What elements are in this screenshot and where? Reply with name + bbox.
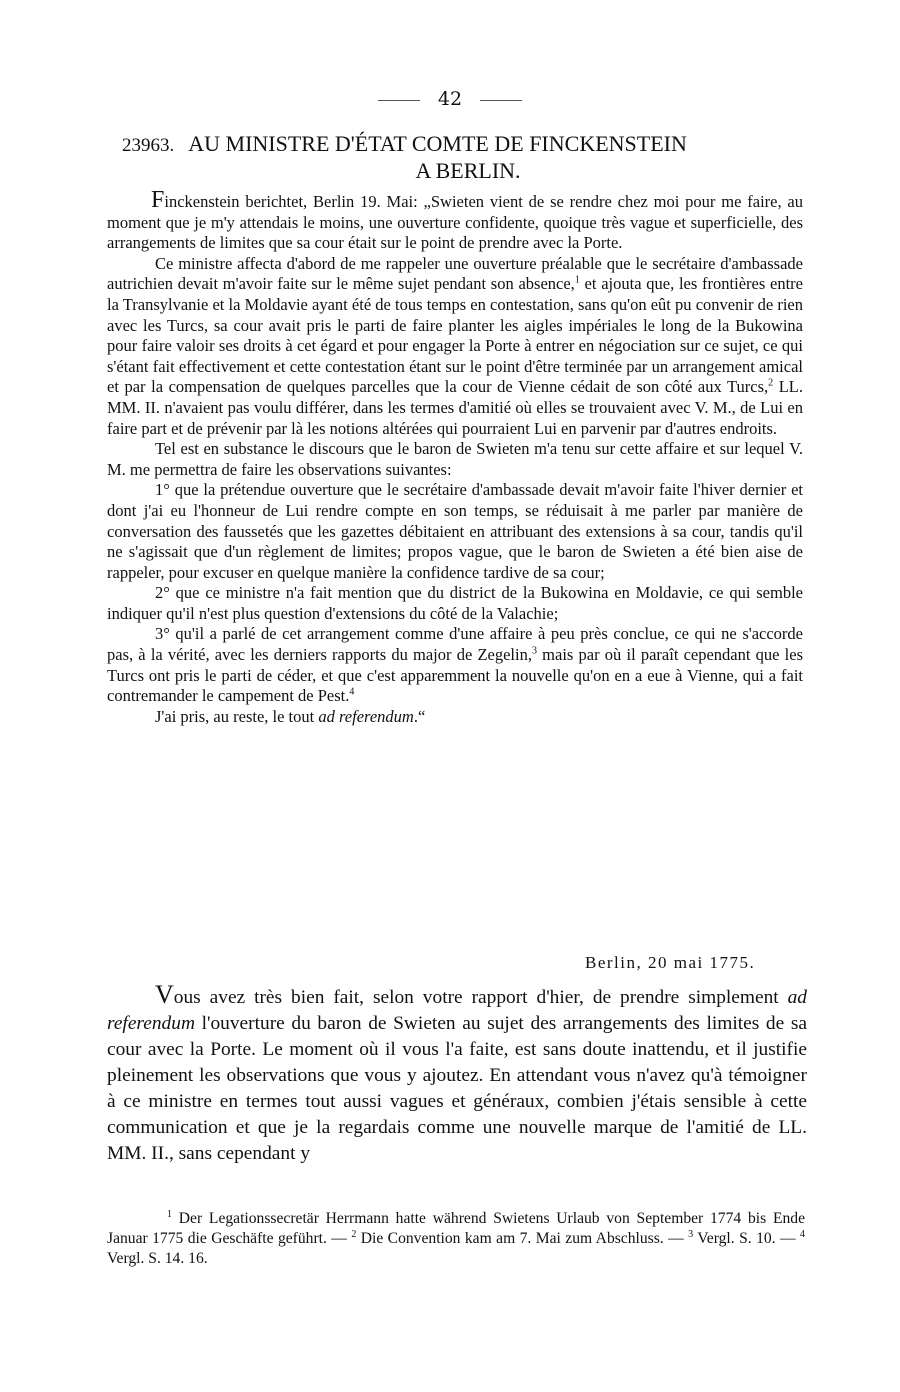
report-paragraph-7-italic: ad referendum <box>318 706 414 726</box>
footnote-4-text: Vergl. S. 14. 16. <box>107 1250 208 1267</box>
footnote-ref-3: 3 <box>531 645 537 657</box>
report-paragraph-1 <box>107 187 803 254</box>
footnote-4-marker: 4 <box>800 1228 805 1240</box>
footnote-2-marker: 2 <box>351 1228 357 1240</box>
report-paragraph-2-text-c: LL. MM. II. n'avaient pas voulu différer, dans les termes d'amitié où elles se trouvaient avec V. M., de Lui en faire part et de prévenir par là les notions altérées qui pourraient Lui en parvenir par d'autres endroits. <box>107 377 803 438</box>
document-heading <box>122 131 802 183</box>
report-paragraph-2 <box>107 254 803 439</box>
letter-paragraph <box>107 982 807 1167</box>
report-paragraph-3: Tel est en substance le discours que le baron de Swieten m'a tenu sur cette affaire et sur lequel V. M. me permettra de faire les observations suivantes: <box>107 439 803 479</box>
report-text <box>107 187 804 727</box>
report-paragraph-1-text: inckenstein berichtet, Berlin 19. Mai: „Swieten vient de se rendre chez moi pour me faire, au moment que je m'y attendais le moins, une ouverture confidente, quoique très vague et superficielle, des arrangements de limites que sa cour était sur le point de prendre avec la Porte. <box>107 192 803 253</box>
letter-text-b: l'ouverture du baron de Swieten au sujet des arrangements des limites de sa cour avec la Porte. Le moment où il vous l'a faite, est sans doute inattendu, et il justifie pleinement les observations que vous y ajoutez. En attendant vous n'avez qu'à témoigner à ce ministre en termes tout aussi vagues et généraux, combien j'étais sensible à cette communication et que je la regardais comme une nouvelle marque de l'amitié de LL. MM. II., sans cependant y <box>107 1013 807 1164</box>
document-number: 23963. <box>122 135 175 156</box>
footnote-1-text: Der Legationssecretär Herrmann hatte während Swietens Urlaub von September 1774 bis Ende Januar 1775 die Geschäfte geführt. — <box>107 1210 805 1247</box>
report-paragraph-4: 1° que la prétendue ouverture que le secrétaire d'ambassade devait m'avoir faite l'hiver dernier et dont j'ai eu l'honneur de Lui rendre compte en son temps, se réduisait à me parler par manière de conversation des faussetés que les gazettes débitaient en attribuant des extensions à sa cour, tandis qu'il ne s'agissait que d'un règlement de limites; propos vague, que le baron de Swieten a été bien aise de rappeler, pour excuser en quelque manière la confidence tardive de sa cour; <box>107 480 803 582</box>
footnotes <box>107 1209 805 1269</box>
report-paragraph-6-text-b: mais par où il paraît cependant que les Turcs ont pris le parti de céder, et que c'est apparemment la nouvelle qu'on en a eue à Vienne, qui a fait contremander le campement de Pest. <box>107 645 804 706</box>
footnote-ref-4: 4 <box>349 686 355 698</box>
report-paragraph-6 <box>107 624 803 706</box>
report-paragraph-7 <box>107 707 803 728</box>
drop-initial: F <box>151 187 165 213</box>
report-paragraph-7-text-b: .“ <box>413 706 426 726</box>
heading-line-1: AU MINISTRE D'ÉTAT COMTE DE FINCKENSTEIN <box>188 131 687 156</box>
report-paragraph-2-text-a: Ce ministre affecta d'abord de me rappeler une ouverture préalable que le secrétaire d'ambassade autrichien devait m'avoir faite sur le même sujet pendant son absence, <box>107 253 803 294</box>
dateline: Berlin, 20 mai 1775. <box>585 953 756 972</box>
report-paragraph-6-text-a: 3° qu'il a parlé de cet arrangement comme d'une affaire à peu près conclue, ce qui ne s'accorde pas, à la vérité, avec les derniers rapports du major de Zegelin, <box>107 624 803 665</box>
footnote-3-marker: 3 <box>688 1228 694 1240</box>
page-number: 42 <box>437 88 463 110</box>
letter-drop-initial: V <box>155 980 174 1009</box>
footnote-paragraph <box>107 1209 805 1269</box>
report-paragraph-7-text-a: J'ai pris, au reste, le tout <box>155 706 319 726</box>
letter-text-a: ous avez très bien fait, selon votre rapport d'hier, de prendre simplement <box>173 987 788 1008</box>
report-paragraph-5: 2° que ce ministre n'a fait mention que du district de la Bukowina en Moldavie, ce qui semble indiquer qu'il n'est plus question d'extensions du côté de la Valachie; <box>107 583 803 623</box>
page-number-rule-left <box>378 100 420 101</box>
footnote-ref-1: 1 <box>574 274 580 286</box>
footnote-1-marker: 1 <box>167 1208 172 1220</box>
footnote-ref-2: 2 <box>768 377 774 389</box>
page-number-rule-right <box>480 100 522 101</box>
page-number-line <box>0 88 900 110</box>
letter-italic: ad referendum <box>107 987 807 1034</box>
report-paragraph-2-text-b: et ajouta que, les frontières entre la Transylvanie et la Moldavie ayant été de tous temps en contestation, sans qu'on eût pu convenir de rien avec les Turcs, sa cour avait pris le parti de faire planter les aigles impériales le long de la Bukowina pour faire valoir ses droits à cet égard et pour engager la Porte à entrer en négociation sur ce sujet, ce qui s'étant fait effectivement et cette contestation étant sur le point d'être terminée par un arrangement amical et par la compensation de quelques parcelles que la cour de Vienne cédait de son côté aux Turcs, <box>107 274 803 397</box>
heading-line-2: A BERLIN. <box>415 158 521 183</box>
letter-text <box>107 982 807 1167</box>
footnote-2-text: Die Convention kam am 7. Mai zum Abschluss. — <box>356 1230 689 1247</box>
footnote-3-text: Vergl. S. 10. — <box>693 1230 800 1247</box>
